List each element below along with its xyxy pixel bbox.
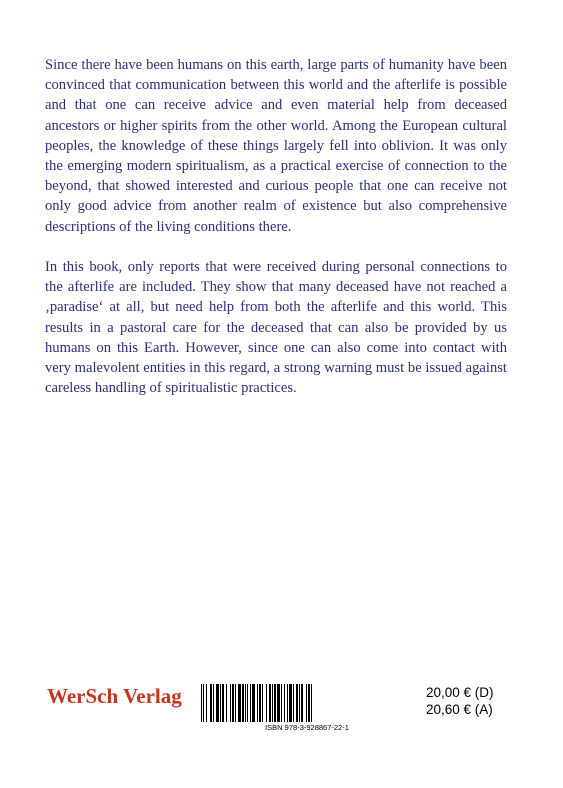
price-germany: 20,00 € (D) [426, 685, 494, 700]
blurb-text [45, 55, 507, 398]
price-austria: 20,60 € (A) [426, 702, 493, 717]
cover-footer [0, 680, 563, 740]
blurb-paragraph-2: In this book, only reports that were received during personal connections to the afterlife are included. They show that many deceased have not reached a ‚paradise‘ at all, but need help from both the afterlife and this world. This results in a pastoral care for the deceased that can also be provided by us humans on this Earth. However, since one can also come into contact with very malevolent entities in this regard, a strong warning must be issued against careless handling of spiritualistic practices. [45, 259, 507, 397]
price-block [426, 684, 494, 718]
publisher-name: WerSch Verlag [47, 684, 182, 708]
blurb-paragraph-1: Since there have been humans on this earth, large parts of humanity have been convinced that communication between this world and the afterlife is possible and that one can receive advice and even material help from deceased ancestors or higher spirits from the other world. Among the European cultural peoples, the knowledge of these things largely fell into oblivion. It was only the emerging modern spiritualism, as a practical exercise of connection to the beyond, that showed interested and curious people that one can receive not only good advice from another realm of existence but also comprehensive descriptions of the living conditions there. [45, 57, 507, 235]
isbn-barcode [201, 684, 413, 734]
barcode-icon [201, 684, 413, 722]
isbn-number: ISBN 978-3-928867-22-1 [265, 723, 349, 732]
